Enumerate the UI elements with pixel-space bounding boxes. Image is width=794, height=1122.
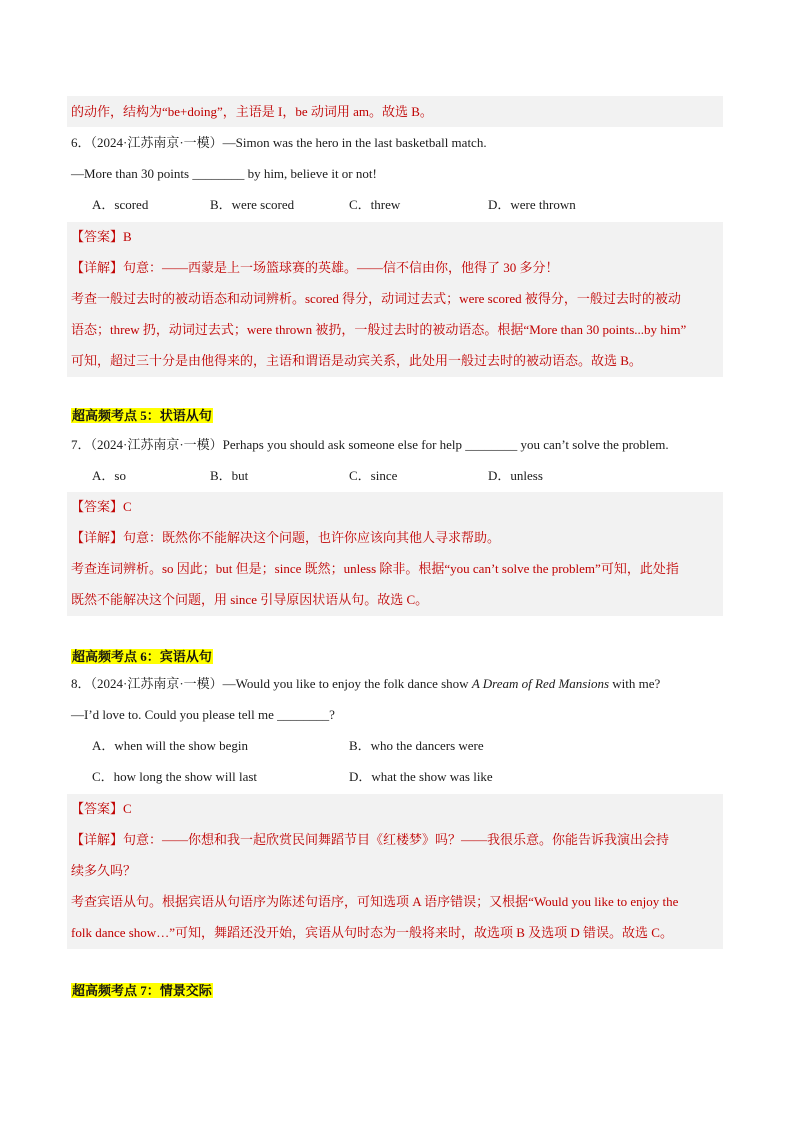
q6-detail-line: 【详解】句意：——西蒙是上一场篮球赛的英雄。——信不信由你，他得了 30 多分！ [71, 260, 559, 275]
q8-detail-line: 续多久吗？ [71, 863, 137, 878]
q7-stem: 7．（2024·江苏南京·一模）Perhaps you should ask someone else for help ________ you can’t solve the problem. [71, 437, 669, 452]
q6-answer: 【答案】B [71, 229, 132, 244]
q8-detail-line: folk dance show…”可知，舞蹈还没开始，宾语从句时态为一般将来时，故选项 B 及选项 D 错误。故选 C。 [71, 925, 673, 940]
q6-option-d: D．were thrown [488, 197, 576, 212]
section-heading-6 [71, 647, 213, 667]
q7-option-a: A．so [92, 468, 126, 483]
q8-show-title: A Dream of Red Mansions [471, 676, 610, 691]
q7-detail-line: 考查连词辨析。so 因此；but 但是；since 既然；unless 除非。根据“you can’t solve the problem”可知，此处指 [71, 561, 679, 576]
section-heading-label: 超高频考点 6：宾语从句 [72, 649, 212, 664]
q8-dialogue-line: —I’d love to. Could you please tell me ________? [71, 707, 335, 722]
q6-option-a: A．scored [92, 197, 149, 212]
q8-detail-line: 考查宾语从句。根据宾语从句语序为陈述句语序，可知选项 A 语序错误；又根据“Would you like to enjoy the [71, 894, 679, 909]
q7-answer: 【答案】C [71, 499, 132, 514]
q8-detail-line: 【详解】句意：——你想和我一起欣赏民间舞蹈节目《红楼梦》吗？——我很乐意。你能告诉我演出会持 [71, 832, 670, 847]
q5-explanation-tail: 的动作，结构为“be+doing”，主语是 I，be 动词用 am。故选 B。 [71, 104, 433, 119]
q6-stem: 6．（2024·江苏南京·一模）—Simon was the hero in the last basketball match. [71, 135, 487, 150]
q8-stem [71, 674, 660, 694]
q8-stem-text-end: with me? [609, 676, 661, 691]
section-heading-label: 超高频考点 5：状语从句 [72, 408, 212, 423]
q7-detail-line: 既然不能解决这个问题，用 since 引导原因状语从句。故选 C。 [71, 592, 429, 607]
q7-option-b: B．but [210, 468, 249, 483]
q8-option-a: A．when will the show begin [92, 738, 248, 753]
q6-option-c: C．threw [349, 197, 401, 212]
q6-option-b: B．were scored [210, 197, 295, 212]
q6-detail-line: 语态；threw 扔，动词过去式；were thrown 被扔，一般过去时的被动语态。根据“More than 30 points...by him” [71, 322, 687, 337]
q8-option-d: D．what the show was like [349, 769, 493, 784]
q7-option-c: C．since [349, 468, 398, 483]
q8-answer: 【答案】C [71, 801, 132, 816]
q8-option-b: B．who the dancers were [349, 738, 484, 753]
q8-stem-text: 8．（2024·江苏南京·一模）—Would you like to enjoy the folk dance show [71, 676, 472, 691]
section-heading-label: 超高频考点 7：情景交际 [72, 983, 212, 998]
section-heading-7 [71, 981, 213, 1001]
q7-detail-line: 【详解】句意：既然你不能解决这个问题，也许你应该向其他人寻求帮助。 [71, 530, 501, 545]
q6-detail-line: 考查一般过去时的被动语态和动词辨析。scored 得分，动词过去式；were scored 被得分，一般过去时的被动 [71, 291, 681, 306]
q6-detail-line: 可知，超过三十分是由他得来的，主语和谓语是动宾关系，此处用一般过去时的被动语态。故选 B。 [71, 353, 642, 368]
q7-option-d: D．unless [488, 468, 543, 483]
q8-option-c: C．how long the show will last [92, 769, 258, 784]
q6-dialogue-line: —More than 30 points ________ by him, believe it or not! [71, 166, 377, 181]
section-heading-5 [71, 406, 213, 426]
